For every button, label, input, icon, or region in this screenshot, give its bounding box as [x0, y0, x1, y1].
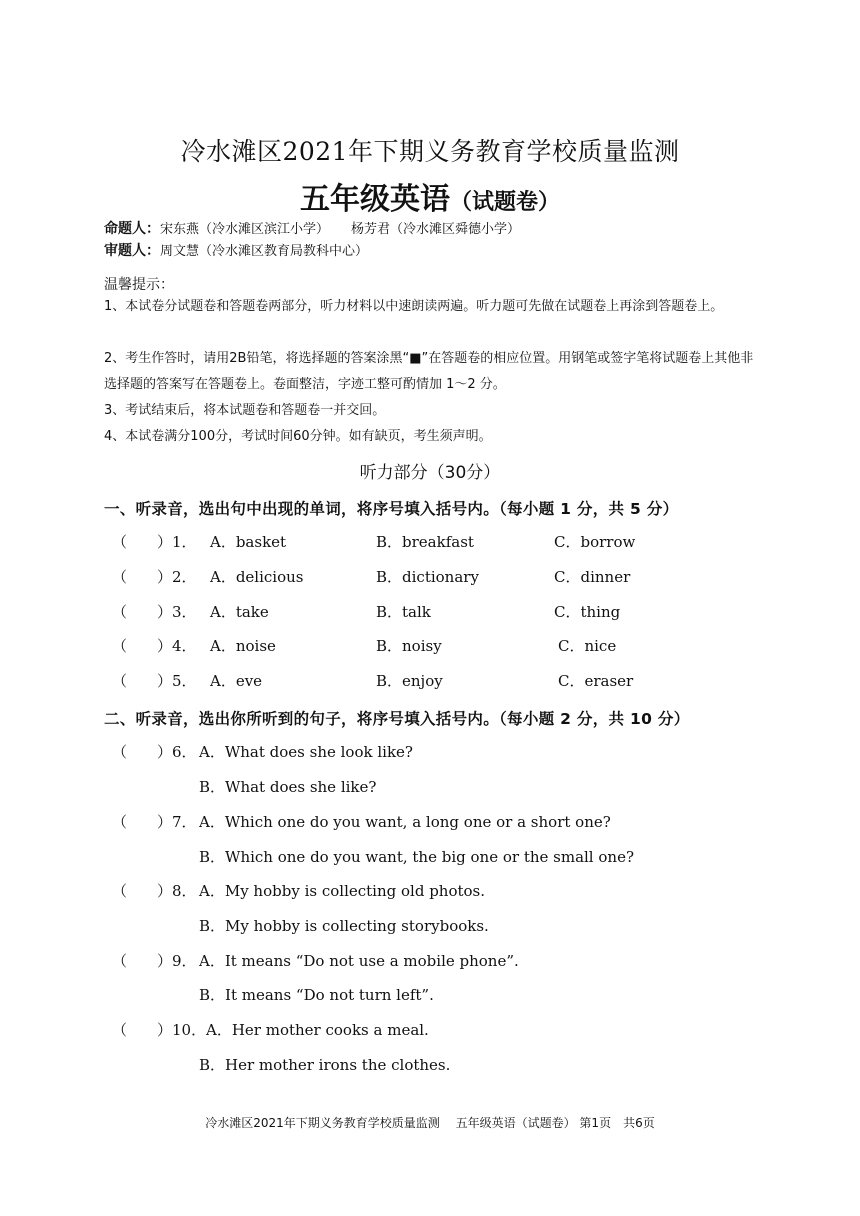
sentence-b: B．It means “Do not turn left”.	[199, 986, 434, 1004]
sentence-a: A．Her mother cooks a meal.	[206, 1021, 429, 1039]
setter-2: 杨芳君（冷水滩区舜德小学）	[351, 222, 521, 237]
answer-paren-right: ）	[157, 882, 173, 900]
answer-paren-right: ）	[157, 637, 173, 655]
option-b: B．breakfast	[376, 533, 474, 551]
reviewer: 周文慧（冷水滩区教育局教科中心）	[160, 244, 369, 259]
tip-4: 4、本试卷满分100分，考试时间60分钟。如有缺页，考生须声明。	[104, 429, 492, 444]
option-a: A．basket	[210, 533, 287, 551]
subject-subtitle: （试题卷）	[449, 190, 560, 215]
question-number: 8．	[172, 882, 197, 900]
tips-title: 温馨提示：	[104, 277, 174, 293]
sentence-b: B．Her mother irons the clothes.	[199, 1056, 451, 1074]
setter-line	[104, 218, 520, 238]
option-a: A．delicious	[210, 568, 304, 586]
option-a: A．take	[210, 603, 269, 621]
question-number: 1．	[172, 533, 197, 551]
sentence-a: A．Which one do you want, a long one or a short one?	[199, 813, 611, 831]
option-b: B．noisy	[376, 637, 442, 655]
question-5	[0, 670, 860, 696]
answer-paren-right: ）	[157, 743, 173, 761]
answer-paren-left: （	[112, 568, 128, 586]
answer-paren-right: ）	[157, 952, 173, 970]
option-c: C．eraser	[558, 672, 634, 690]
option-a: A．eve	[210, 672, 263, 690]
listening-section-title: 听力部分（30分）	[359, 463, 501, 483]
part1-title: 一、听录音，选出句中出现的单词，将序号填入括号内。（每小题 1 分，共 5 分）	[104, 500, 679, 518]
tip-2: 2、考生作答时，请用2B铅笔，将选择题的答案涂黑“■”在答题卷的相应位置。用钢笔或签字笔将试题卷上其他非选择题的答案写在答题卷上。卷面整洁，字迹工整可酌情加 1～2 分。	[104, 351, 754, 392]
sentence-a: A．What does she look like?	[199, 743, 413, 761]
sentence-b: B．What does she like?	[199, 778, 377, 796]
sentence-b: B．My hobby is collecting storybooks.	[199, 917, 489, 935]
question-number: 6．	[172, 743, 197, 761]
answer-paren-right: ）	[157, 533, 173, 551]
subject-title: 五年级英语	[299, 182, 450, 217]
answer-paren-left: （	[112, 1021, 128, 1039]
question-7	[0, 811, 860, 837]
option-b: B．dictionary	[376, 568, 479, 586]
sentence-b: B．Which one do you want, the big one or the small one?	[199, 848, 634, 866]
question-2	[0, 566, 860, 592]
setter-label: 命题人：	[104, 221, 160, 237]
option-c: C．nice	[558, 637, 617, 655]
answer-paren-left: （	[112, 813, 128, 831]
question-8	[0, 880, 860, 906]
sentence-a: A．My hobby is collecting old photos.	[199, 882, 486, 900]
reviewer-label: 审题人：	[104, 243, 160, 259]
setter-1: 宋东燕（冷水滩区滨江小学）	[160, 222, 330, 237]
option-a: A．noise	[210, 637, 276, 655]
reviewer-line	[104, 240, 368, 260]
exam-subject-title	[0, 174, 860, 218]
answer-paren-right: ）	[157, 672, 173, 690]
question-number: 3．	[172, 603, 197, 621]
question-number: 2．	[172, 568, 197, 586]
option-c: C．dinner	[554, 568, 631, 586]
answer-paren-left: （	[112, 603, 128, 621]
answer-paren-right: ）	[157, 813, 173, 831]
tip-1: 1、本试卷分试题卷和答题卷两部分，听力材料以中速朗读两遍。听力题可先做在试题卷上再涂到答题卷上。	[104, 299, 724, 314]
answer-paren-left: （	[112, 533, 128, 551]
question-number: 7．	[172, 813, 197, 831]
question-9	[0, 950, 860, 976]
answer-paren-left: （	[112, 672, 128, 690]
exam-title: 冷水滩区2021年下期义务教育学校质量监测	[180, 137, 680, 166]
question-number: 5．	[172, 672, 197, 690]
question-6	[0, 741, 860, 767]
question-10	[0, 1019, 860, 1045]
question-number: 10．	[172, 1021, 207, 1039]
option-b: B．enjoy	[376, 672, 443, 690]
answer-paren-right: ）	[157, 603, 173, 621]
answer-paren-left: （	[112, 637, 128, 655]
page-footer: 冷水滩区2021年下期义务教育学校质量监测 五年级英语（试题卷） 第1页 共6页	[205, 1116, 655, 1130]
question-3	[0, 601, 860, 627]
answer-paren-left: （	[112, 952, 128, 970]
option-c: C．borrow	[554, 533, 636, 551]
option-c: C．thing	[554, 603, 621, 621]
answer-paren-left: （	[112, 882, 128, 900]
tip-3: 3、考试结束后，将本试题卷和答题卷一并交回。	[104, 403, 386, 418]
question-number: 9．	[172, 952, 197, 970]
answer-paren-right: ）	[157, 1021, 173, 1039]
question-4	[0, 635, 860, 661]
option-b: B．talk	[376, 603, 431, 621]
question-1	[0, 531, 860, 557]
part2-title: 二、听录音，选出你所听到的句子，将序号填入括号内。（每小题 2 分，共 10 分）	[104, 710, 690, 728]
sentence-a: A．It means “Do not use a mobile phone”.	[199, 952, 519, 970]
answer-paren-left: （	[112, 743, 128, 761]
question-number: 4．	[172, 637, 197, 655]
answer-paren-right: ）	[157, 568, 173, 586]
